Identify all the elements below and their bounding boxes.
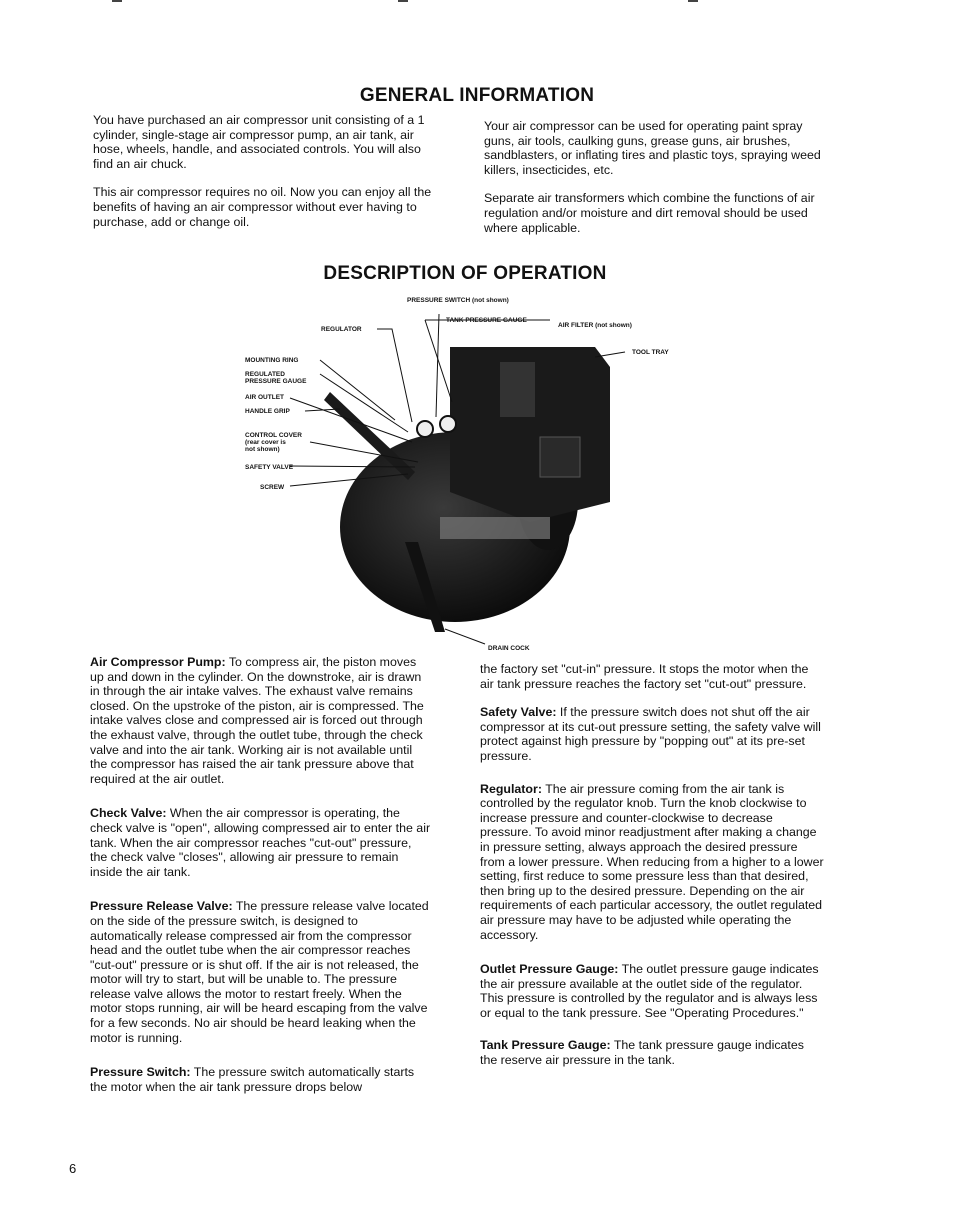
air-compressor-pump-paragraph [90, 655, 432, 786]
general-information-heading: GENERAL INFORMATION [359, 85, 595, 106]
label-mounting-ring: MOUNTING RING [245, 357, 299, 364]
section-title: Air Compressor Pump: [90, 655, 226, 669]
section-text: If the pressure switch does not shut off the air compressor at its cut-out pressure setting, the safety valve will protect against high pressure by "popping out" at its pre-set pressure. [480, 705, 821, 763]
shroud-panel-shape [540, 437, 580, 477]
section-text: The tank pressure gauge indicates the reserve air pressure in the tank. [480, 1038, 804, 1068]
tank-gauge-shape [440, 416, 456, 432]
label-handle-grip: HANDLE GRIP [245, 408, 290, 415]
general-info-paragraph: This air compressor requires no oil. Now you can enjoy all the benefits of having an air compressor without ever having to purchase, add or change oil. [93, 185, 432, 229]
label-tank-pressure-gauge: TANK PRESSURE GAUGE [446, 317, 527, 324]
label-safety-valve: SAFETY VALVE [245, 464, 294, 471]
label-pressure-switch: PRESSURE SWITCH (not shown) [407, 297, 509, 304]
pressure-switch-continued-paragraph: the factory set "cut-in" pressure. It stops the motor when the air tank pressure reaches the factory set "cut-out" pressure. [480, 662, 809, 691]
tank-decal-shape [440, 517, 550, 539]
section-title: Pressure Release Valve: [90, 899, 233, 914]
general-info-paragraph: Your air compressor can be used for operating paint spray guns, air tools, caulking guns, grease guns, air brushes, sandblasters, or inflating tires and plastic toys, spraying weed killers, insecticides, etc. [484, 119, 821, 177]
pressure-release-valve-paragraph [90, 899, 432, 1045]
label-control-cover-note: not shown) [245, 446, 280, 453]
general-info-paragraph: You have purchased an air compressor unit consisting of a 1 cylinder, single-stage air compressor pump, an air tank, air hose, wheels, handle, and associated controls. You will also find an air chuck. [93, 113, 425, 171]
label-control-cover: CONTROL COVER [245, 432, 302, 439]
section-title: Check Valve: [90, 806, 167, 821]
section-text: The pressure release valve located on the side of the pressure switch, is designed to automatically release compressed air from the compressor head and the outlet tube when the air compressor reaches "cut-out" pressure or is shut off. If the air is not released, the motor will try to start, but will be unable to. The pressure release valve allows the motor to restart freely. When the motor stops running, air will be heard escaping from the valve for a few seconds. No air should be heard leaking when the motor is running. [90, 899, 429, 1045]
section-text: To compress air, the piston moves up and down in the cylinder. On the downstroke, air is drawn in through the air intake valves. The exhaust valve remains closed. On the upstroke of the piston, air is compressed. The intake valves close and compressed air is forced out through the exhaust valve, through the outlet tube, through the check valve and into the air tank. Working air is not available until the compressor has raised the air tank pressure above that required at the air outlet. [90, 655, 424, 786]
check-valve-paragraph [90, 806, 432, 879]
label-screw: SCREW [260, 484, 285, 491]
label-air-outlet: AIR OUTLET [245, 394, 284, 401]
section-text: The pressure switch automatically starts the motor when the air tank pressure drops below [90, 1065, 415, 1094]
section-text: The outlet pressure gauge indicates the air pressure available at the outlet side of the regulator. This pressure is controlled by the regulator and is always less or equal to the tank pressure. See "Operating Procedures." [480, 962, 819, 1020]
pressure-switch-paragraph [90, 1065, 432, 1094]
description-of-operation-heading: DESCRIPTION OF OPERATION [323, 263, 607, 284]
label-tool-tray: TOOL TRAY [632, 349, 669, 356]
section-text: The air pressure coming from the air tank is controlled by the regulator knob. Turn the knob clockwise to increase pressure and counter-clockwise to decrease pressure. To avoid minor readjustment after making a change in pressure setting, always approach the desired pressure from a lower pressure. When reducing from a higher to a lower setting, first reduce to some pressure less than that desired, then bring up to the desired pressure. Depending on the air requirements of each particular accessory, the outlet regulated air pressure may have to be adjusted while operating the accessory. [480, 781, 824, 942]
scan-mark [112, 0, 122, 2]
safety-valve-paragraph [480, 705, 824, 763]
label-air-filter: AIR FILTER (not shown) [558, 322, 632, 329]
regulated-gauge-shape [417, 421, 433, 437]
section-title: Safety Valve: [480, 705, 557, 720]
label-drain-cock: DRAIN COCK [488, 645, 530, 652]
section-text: When the air compressor is operating, the check valve is "open", allowing compressed air to enter the air tank. When the air compressor reaches "cut-out" pressure, the check valve "closes", allowing air pressure to remain inside the air tank. [90, 806, 431, 879]
general-info-right-column [484, 119, 832, 249]
page-number: 6 [69, 1161, 77, 1176]
label-control-cover-note: (rear cover is [245, 439, 286, 446]
general-info-paragraph: Separate air transformers which combine the functions of air regulation and/or moisture and dirt removal should be used where applicable. [484, 191, 815, 235]
shroud-decal-shape [500, 362, 535, 417]
scan-mark [688, 0, 698, 2]
scan-mark [398, 0, 408, 2]
label-pressure-gauge: PRESSURE GAUGE [245, 378, 307, 385]
section-title: Regulator: [480, 781, 542, 796]
compressor-illustration [240, 292, 700, 652]
general-info-left-column [93, 113, 438, 243]
label-regulator: REGULATOR [321, 326, 362, 333]
regulator-paragraph [480, 782, 824, 943]
description-right-column [480, 662, 824, 1082]
section-title: Outlet Pressure Gauge: [480, 962, 619, 977]
compressor-drawing [240, 292, 700, 652]
label-regulated: REGULATED [245, 371, 285, 378]
outlet-pressure-gauge-paragraph [480, 962, 824, 1020]
section-title: Pressure Switch: [90, 1065, 191, 1080]
section-title: Tank Pressure Gauge: [480, 1038, 611, 1053]
description-left-column [90, 655, 432, 1108]
tank-pressure-gauge-paragraph [480, 1038, 824, 1067]
